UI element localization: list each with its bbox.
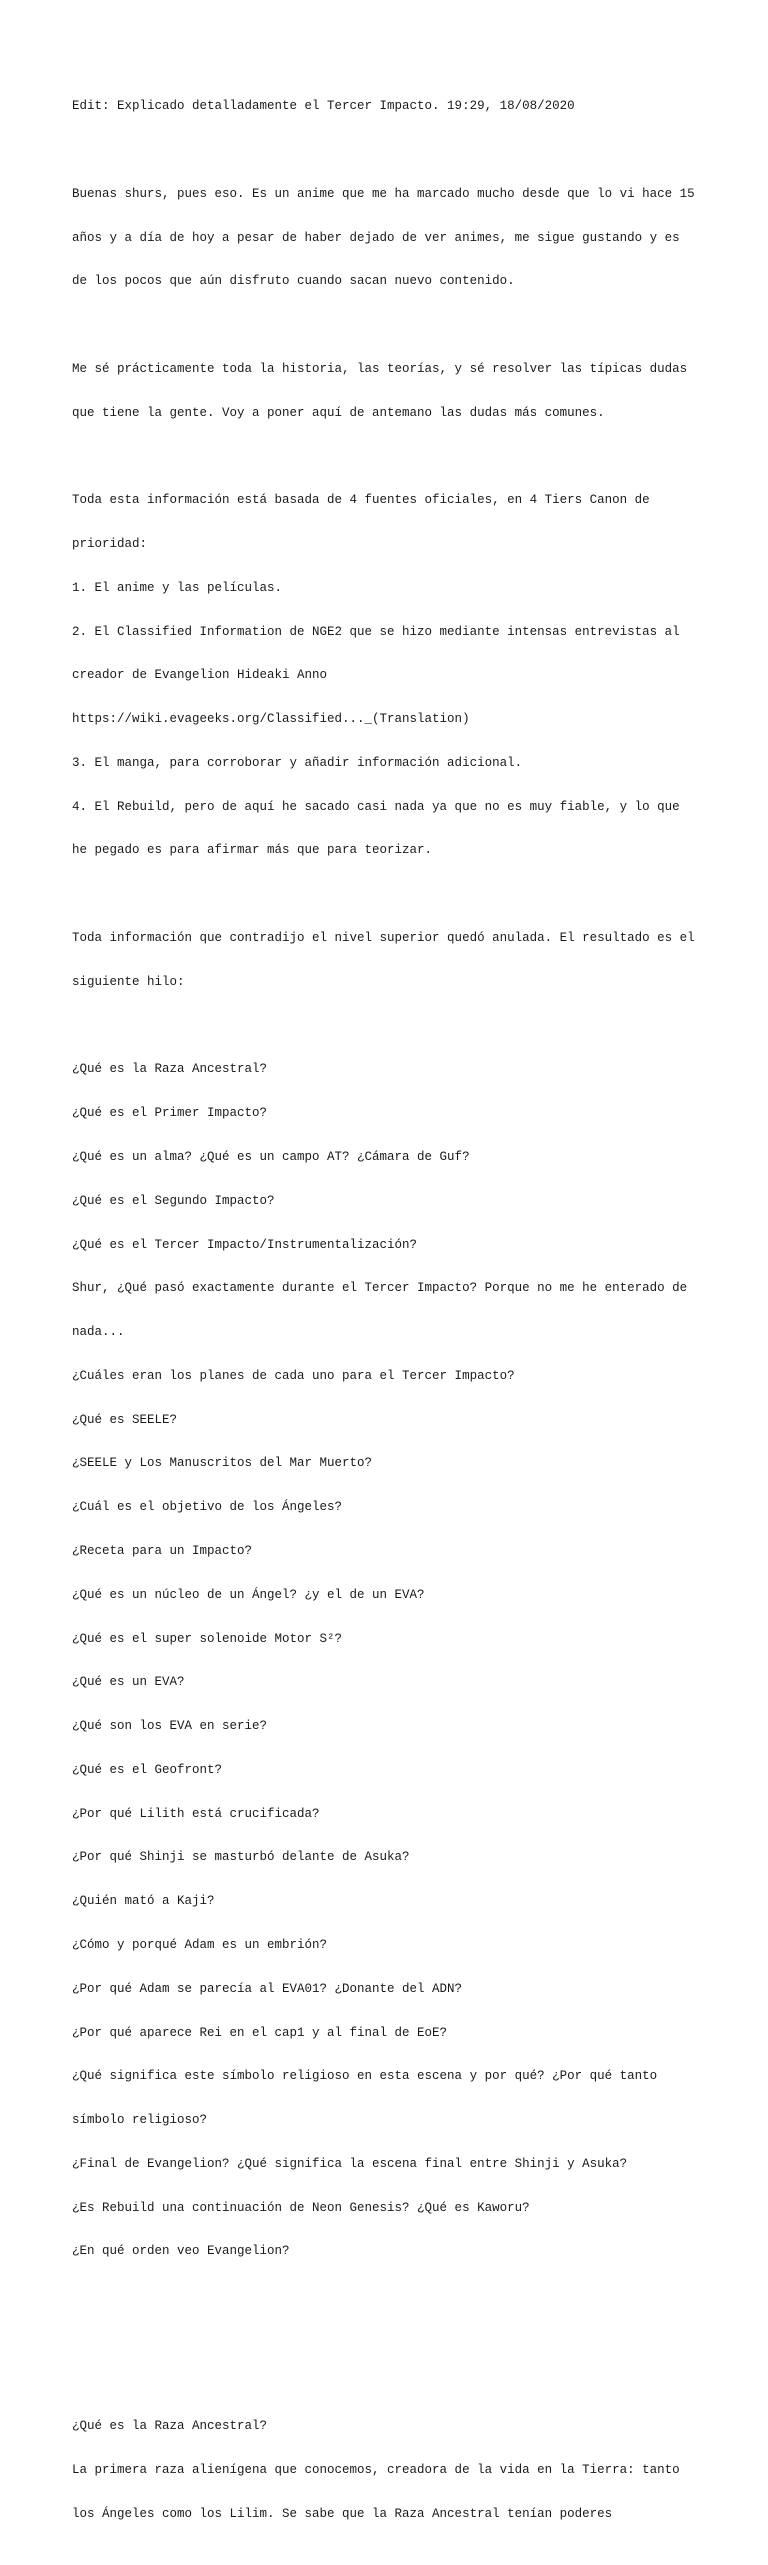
question-item: ¿Qué es el super solenoide Motor S²? (72, 1631, 343, 1646)
intro-paragraph (72, 333, 712, 450)
note-paragraph (72, 902, 712, 1019)
section-text-line: La primera raza alienígena que conocemos, creadora de la vida en la Tierra: tanto (72, 2462, 680, 2477)
question-item: ¿Qué es el Primer Impacto? (72, 1106, 268, 1121)
questions-list (72, 1033, 712, 2288)
question-item: ¿Por qué Lilith está crucificada? (72, 1806, 320, 1821)
section-text-line: los Ángeles como los Lilim. Se sabe que la Raza Ancestral tenían poderes (72, 2506, 613, 2521)
question-item: ¿Qué es SEELE? (72, 1412, 178, 1427)
text-line: prioridad: (72, 537, 148, 551)
sources-paragraph (72, 464, 712, 887)
question-item: ¿Cuál es el objetivo de los Ángeles? (72, 1500, 343, 1515)
question-item: ¿Cuáles eran los planes de cada uno para el Tercer Impacto? (72, 1368, 515, 1383)
question-item: ¿Por qué Shinji se masturbó delante de Asuka? (72, 1850, 410, 1865)
question-item: ¿SEELE y Los Manuscritos del Mar Muerto? (72, 1456, 373, 1471)
text-line: siguiente hilo: (72, 974, 185, 989)
question-item: ¿Qué es un alma? ¿Qué es un campo AT? ¿Cámara de Guf? (72, 1149, 470, 1164)
text-line: Me sé prácticamente toda la historia, las teorías, y sé resolver las típicas dudas (72, 361, 688, 376)
question-item: ¿Cómo y porqué Adam es un embrión? (72, 1938, 328, 1952)
question-item: ¿Receta para un Impacto? (72, 1543, 253, 1558)
question-item: ¿Final de Evangelion? ¿Qué significa la escena final entre Shinji y Asuka? (72, 2156, 628, 2171)
question-item: símbolo religioso? (72, 2113, 208, 2128)
question-item: ¿Qué es el Segundo Impacto? (72, 1193, 275, 1208)
question-item: ¿Qué es el Geofront? (72, 1762, 223, 1777)
question-item: nada... (72, 1325, 125, 1340)
question-item: ¿Qué es un EVA? (72, 1675, 185, 1690)
section-heading: ¿Qué es la Raza Ancestral? (72, 2419, 268, 2434)
section-raza-ancestral (72, 2390, 712, 2551)
question-item: ¿Qué es la Raza Ancestral? (72, 1062, 268, 1077)
question-item: ¿Qué es un núcleo de un Ángel? ¿y el de un EVA? (72, 1587, 425, 1602)
intro-paragraph (72, 158, 712, 319)
text-line: Buenas shurs, pues eso. Es un anime que me ha marcado mucho desde que lo vi hace 15 (72, 186, 695, 201)
document-page (72, 70, 712, 2565)
source-item: 2. El Classified Information de NGE2 que se hizo mediante intensas entrevistas al (72, 624, 680, 639)
text-line: de los pocos que aún disfruto cuando sacan nuevo contenido. (72, 274, 515, 289)
source-item: 3. El manga, para corroborar y añadir información adicional. (72, 755, 523, 770)
edit-note-text: Edit: Explicado detalladamente el Tercer Impacto. 19:29, 18/08/2020 (72, 99, 575, 114)
question-item: ¿Es Rebuild una continuación de Neon Genesis? ¿Qué es Kaworu? (72, 2200, 530, 2215)
text-line: Toda información que contradijo el nivel superior quedó anulada. El resultado es el (72, 931, 695, 946)
source-link: https://wiki.evageeks.org/Classified..._(Translation) (72, 712, 470, 727)
text-line: creador de Evangelion Hideaki Anno (72, 668, 328, 683)
text-line: que tiene la gente. Voy a poner aquí de antemano las dudas más comunes. (72, 405, 605, 420)
blank-space (72, 2303, 712, 2390)
question-item: Shur, ¿Qué pasó exactamente durante el Tercer Impacto? Porque no me he enterado de (72, 1281, 688, 1296)
question-item: ¿Qué es el Tercer Impacto/Instrumentalización? (72, 1237, 418, 1252)
question-item: ¿Qué significa este símbolo religioso en esta escena y por qué? ¿Por qué tanto (72, 2069, 658, 2084)
question-item: ¿En qué orden veo Evangelion? (72, 2244, 290, 2259)
question-item: ¿Por qué Adam se parecía al EVA01? ¿Donante del ADN? (72, 1981, 463, 1996)
edit-note (72, 70, 712, 143)
source-item: 4. El Rebuild, pero de aquí he sacado casi nada ya que no es muy fiable, y lo que (72, 799, 680, 814)
question-item: ¿Quién mató a Kaji? (72, 1894, 215, 1909)
question-item: ¿Qué son los EVA en serie? (72, 1719, 268, 1734)
source-item: 1. El anime y las películas. (72, 580, 283, 595)
question-item: ¿Por qué aparece Rei en el cap1 y al final de EoE? (72, 2025, 448, 2040)
text-line: Toda esta información está basada de 4 fuentes oficiales, en 4 Tiers Canon de (72, 493, 650, 508)
text-line: he pegado es para afirmar más que para teorizar. (72, 843, 433, 858)
text-line: años y a día de hoy a pesar de haber dejado de ver animes, me sigue gustando y es (72, 230, 680, 245)
